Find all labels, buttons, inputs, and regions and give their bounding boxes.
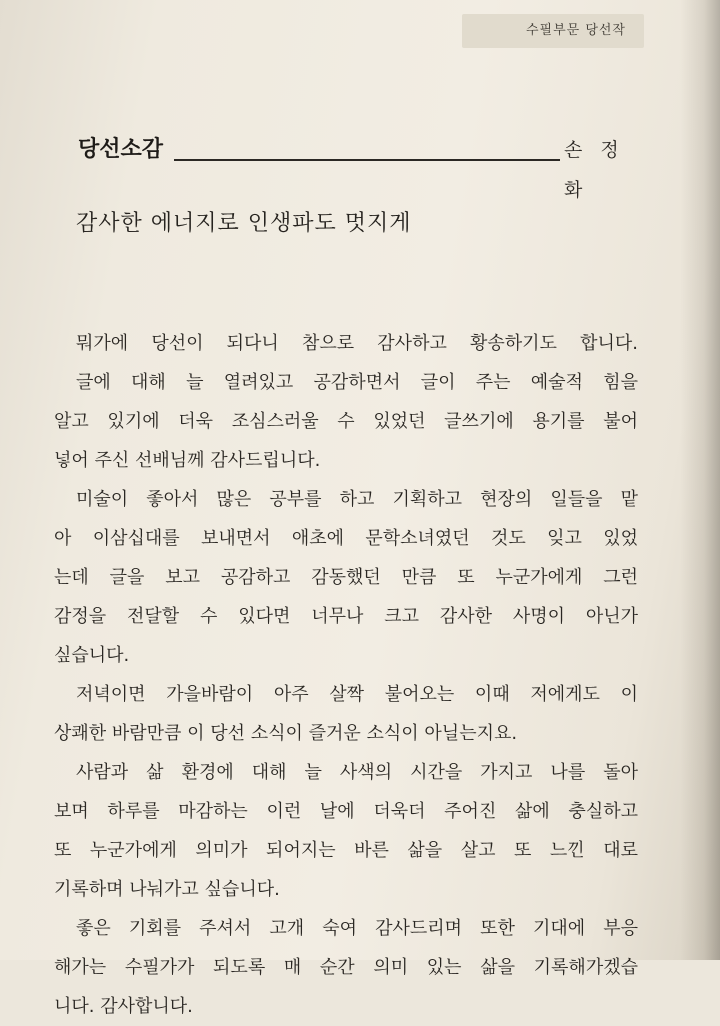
binding-shadow [680, 0, 720, 960]
essay-subtitle: 감사한 에너지로 인생파도 멋지게 [76, 211, 412, 236]
body-line: 기록하며 나눠가고 싶습니다. [54, 879, 280, 900]
body-line: 뭐가에 당선이 되다니 참으로 감사하고 황송하기도 합니다. [76, 333, 638, 354]
body-line: 미술이 좋아서 많은 공부를 하고 기획하고 현장의 일들을 맡 [76, 489, 638, 510]
heading-rule [174, 159, 560, 161]
body-line: 알고 있기에 더욱 조심스러울 수 있었던 글쓰기에 용기를 불어 [54, 411, 638, 432]
body-line: 사람과 삶 환경에 대해 늘 사색의 시간을 가지고 나를 돌아 [76, 762, 638, 783]
body-line: 감정을 전달할 수 있다면 너무나 크고 감사한 사명이 아닌가 [54, 606, 638, 627]
running-header: 수필부문 당선작 [462, 14, 644, 48]
body-text [54, 324, 638, 1026]
section-heading: 당선소감 [78, 137, 164, 162]
body-line: 좋은 기회를 주셔서 고개 숙여 감사드리며 또한 기대에 부응 [76, 918, 638, 939]
body-line: 또 누군가에게 의미가 되어지는 바른 삶을 살고 또 느낀 대로 [54, 840, 638, 861]
author-name: 손 정 화 [564, 139, 625, 201]
body-line: 해가는 수필가가 되도록 매 순간 의미 있는 삶을 기록해가겠습 [54, 957, 638, 978]
body-line: 싶습니다. [54, 645, 130, 666]
body-line: 저녁이면 가을바람이 아주 살짝 불어오는 이때 저에게도 이 [76, 684, 638, 705]
body-line: 니다. 감사합니다. [54, 996, 193, 1017]
body-line: 보며 하루를 마감하는 이런 날에 더욱더 주어진 삶에 충실하고 [54, 801, 638, 822]
body-line: 넣어 주신 선배님께 감사드립니다. [54, 450, 321, 471]
body-line: 상쾌한 바람만큼 이 당선 소식이 즐거운 소식이 아닐는지요. [54, 723, 518, 744]
body-line: 글에 대해 늘 열려있고 공감하면서 글이 주는 예술적 힘을 [76, 372, 638, 393]
heading-row [78, 130, 638, 201]
body-line: 아 이삼십대를 보내면서 애초에 문학소녀였던 것도 잊고 있었 [54, 528, 638, 549]
body-line: 는데 글을 보고 공감하고 감동했던 만큼 또 누군가에게 그런 [54, 567, 638, 588]
